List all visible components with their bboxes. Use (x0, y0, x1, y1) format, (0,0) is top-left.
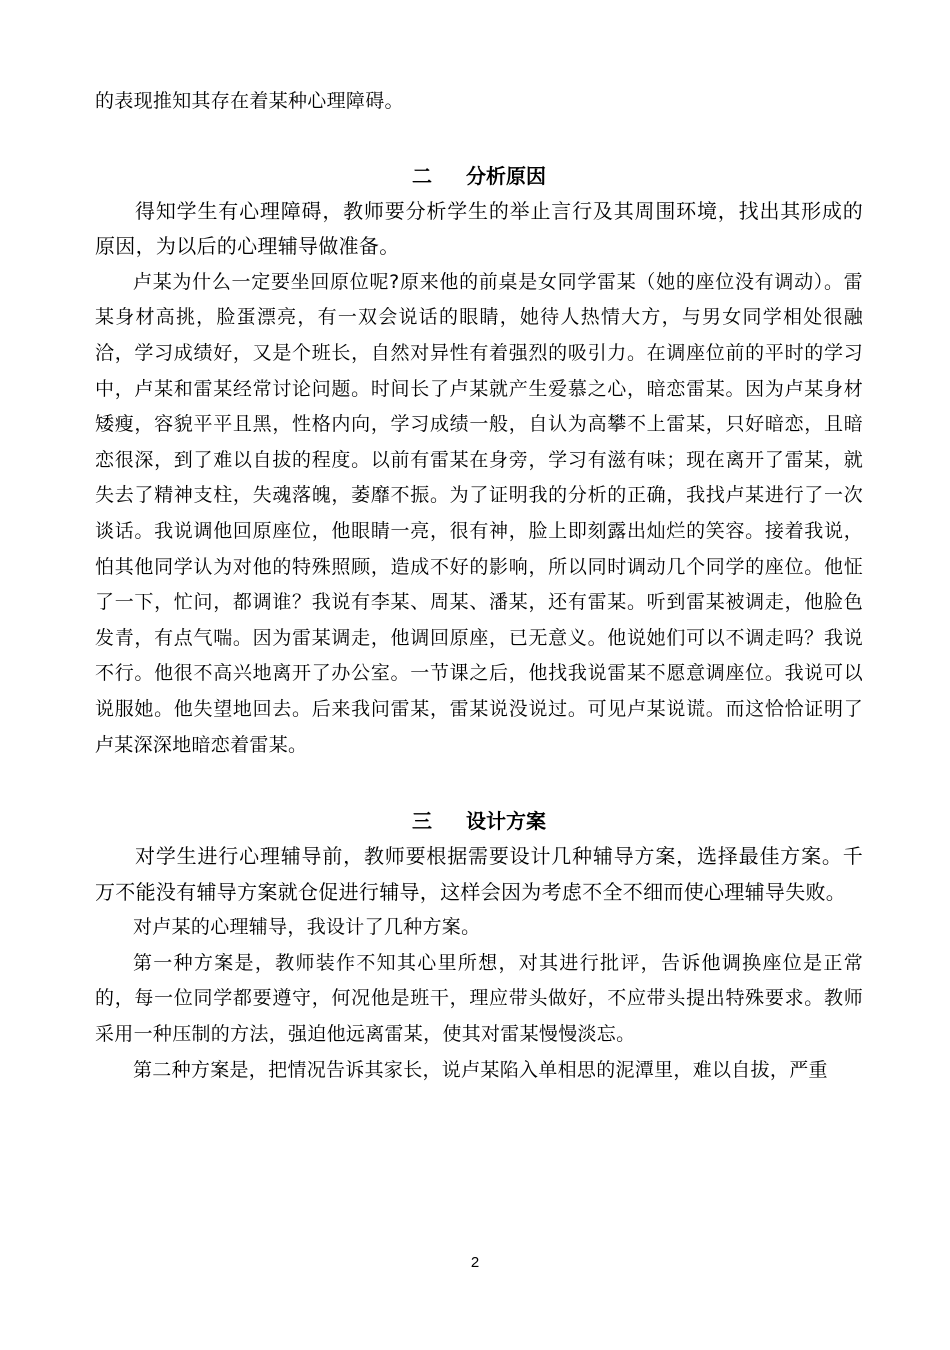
paragraph: 对卢某的心理辅导，我设计了几种方案。 (133, 916, 481, 939)
paragraph: 得知学生有心理障碍，教师要分析学生的举止言行及其周围环境，找出其形成的原因，为以后的心理辅导做准备。 (95, 198, 863, 259)
section-title: 设计方案 (466, 809, 546, 834)
paragraph: 卢某为什么一定要坐回原位呢?原来他的前桌是女同学雷某（她的座位没有调动）。雷某身材高挑，脸蛋漂亮，有一双会说话的眼睛，她待人热情大方，与男女同学相处很融洽，学习成绩好，又是个班长，自然对异性有着强烈的吸引力。在调座位前的平时的学习中，卢某和雷某经常讨论问题。时间长了卢某就产生爱慕之心，暗恋雷某。因为卢某身材矮瘦，容貌平平且黑，性格内向，学习成绩一般，自认为高攀不上雷某，只好暗恋，且暗恋很深，到了难以自拔的程度。以前有雷某在身旁，学习有滋有味；现在离开了雷某，就失去了精神支柱，失魂落魄，萎靡不振。为了证明我的分析的正确，我找卢某进行了一次谈话。我说调他回原座位，他眼睛一亮，很有神，脸上即刻露出灿烂的笑容。接着我说，怕其他同学认为对他的特殊照顾，造成不好的影响，所以同时调动几个同学的座位。他怔了一下，忙问，都调谁？我说有李某、周某、潘某，还有雷某。听到雷某被调走，他脸色发青，有点气喘。因为雷某调走，他调回原座，已无意义。他说她们可以不调走吗？我说不行。他很不高兴地离开了办公室。一节课之后，他找我说雷某不愿意调座位。我说可以说服她。他失望地回去。后来我问雷某，雷某说没说过。可见卢某说谎。而这恰恰证明了卢某深深地暗恋着雷某。 (95, 270, 863, 756)
opening-line: 的表现推知其存在着某种心理障碍。 (95, 90, 404, 112)
section-title: 分析原因 (466, 163, 546, 188)
section-spacer (95, 120, 863, 158)
section-number: 二 (412, 163, 432, 188)
paragraph: 对学生进行心理辅导前，教师要根据需要设计几种辅导方案，选择最佳方案。千万不能没有辅导方案就仓促进行辅导，这样会因为考虑不全不细而使心理辅导失败。 (95, 844, 863, 904)
page-body (95, 84, 863, 1088)
section-number: 三 (412, 809, 432, 834)
section-heading-analysis (95, 158, 863, 194)
section-heading-design (95, 803, 863, 839)
section-spacer (95, 763, 863, 803)
paragraph: 第二种方案是，把情况告诉其家长，说卢某陷入单相思的泥潭里，难以自拔，严重 (133, 1058, 828, 1081)
page-number: 2 (470, 1254, 480, 1271)
paragraph: 第一种方案是，教师装作不知其心里所想，对其进行批评，告诉他调换座位是正常的，每一位同学都要遵守，何况他是班干，理应带头做好，不应带头提出特殊要求。教师采用一种压制的方法，强迫他远离雷某，使其对雷某慢慢淡忘。 (95, 951, 863, 1046)
